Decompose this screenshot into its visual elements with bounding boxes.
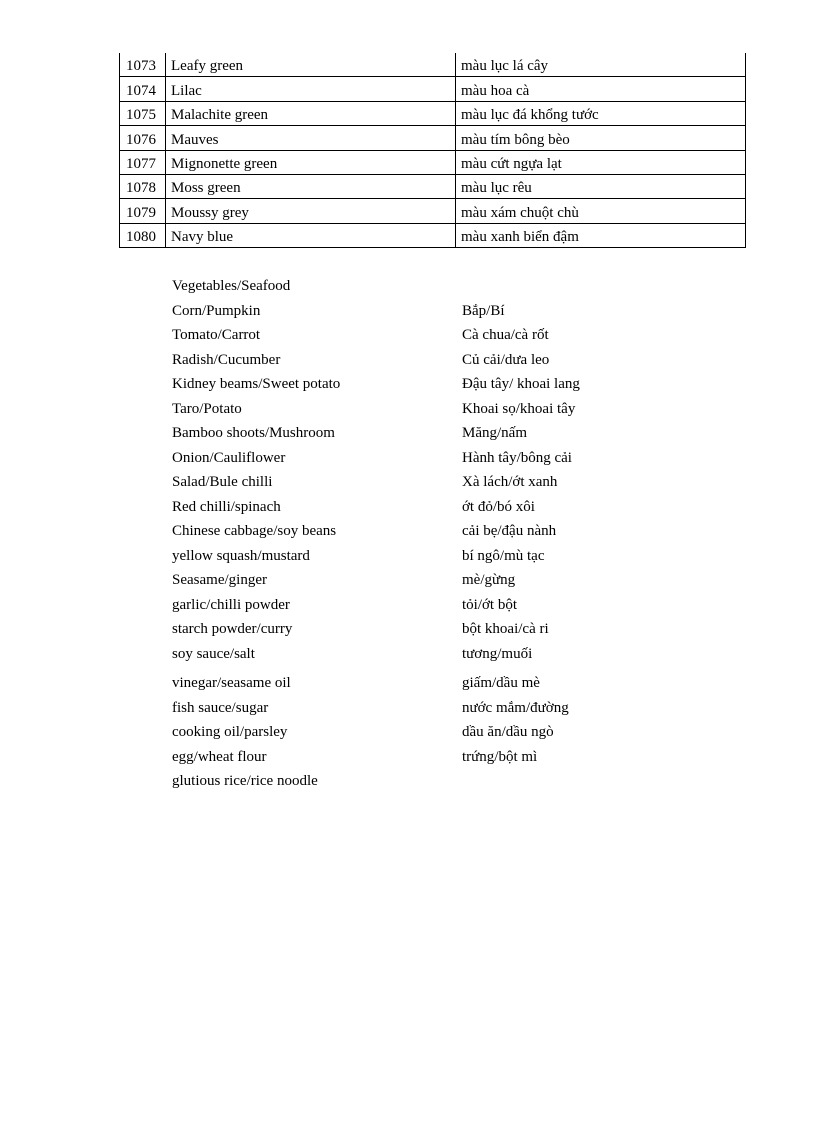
table-row [120, 199, 746, 223]
table-row [120, 174, 746, 198]
list-item [172, 643, 652, 668]
vietnamese-color-name: màu lục đá khổng tước [456, 101, 746, 125]
vietnamese-term: Củ cải/dưa leo [462, 351, 550, 368]
list-item [172, 545, 652, 570]
list-item [172, 398, 652, 423]
color-table [119, 53, 746, 248]
list-item [172, 447, 652, 472]
vietnamese-color-name: màu lục rêu [456, 174, 746, 198]
english-term: glutious rice/rice noodle [172, 773, 318, 789]
english-term: Red chilli/spinach [172, 498, 281, 515]
list-item [172, 520, 652, 545]
list-item [172, 697, 652, 722]
english-term: Seasame/ginger [172, 572, 267, 588]
table-row [120, 126, 746, 150]
english-color-name: Lilac [166, 77, 456, 101]
english-term: Bamboo shoots/Mushroom [172, 425, 335, 441]
english-term: Tomato/Carrot [172, 327, 261, 343]
vietnamese-term: Hành tây/bông cải [462, 449, 572, 466]
row-number: 1076 [120, 126, 166, 150]
english-color-name: Moss green [166, 174, 456, 198]
english-color-name: Malachite green [166, 101, 456, 125]
vietnamese-term: bột khoai/cà ri [462, 621, 549, 637]
english-color-name: Mignonette green [166, 150, 456, 174]
color-table-body [120, 53, 746, 248]
english-term: egg/wheat flour [172, 748, 267, 765]
list-item [172, 721, 652, 746]
row-number: 1074 [120, 77, 166, 101]
vietnamese-term: Khoai sọ/khoai tây [462, 400, 576, 417]
list-item [172, 770, 652, 795]
english-term: vinegar/seasame oil [172, 675, 291, 691]
table-row [120, 101, 746, 125]
list-item [172, 746, 652, 771]
table-row [120, 53, 746, 77]
section-title: Vegetables/Seafood [172, 278, 291, 294]
vietnamese-color-name: màu xanh biển đậm [456, 223, 746, 247]
english-term: garlic/chilli powder [172, 596, 290, 613]
english-term: Radish/Cucumber [172, 351, 281, 368]
list-item [172, 324, 652, 349]
vietnamese-color-name: màu cứt ngựa lạt [456, 150, 746, 174]
vietnamese-color-name: màu lục lá cây [456, 53, 746, 77]
table-row [120, 150, 746, 174]
english-term: soy sauce/salt [172, 645, 255, 662]
vietnamese-term: Xà lách/ớt xanh [462, 474, 558, 490]
list-item [172, 373, 652, 398]
vietnamese-term: nước mắm/đường [462, 699, 569, 716]
vietnamese-term: Cà chua/cà rốt [462, 327, 549, 343]
list-item [172, 594, 652, 619]
english-term: cooking oil/parsley [172, 724, 288, 740]
row-number: 1080 [120, 223, 166, 247]
vietnamese-term: dầu ăn/dầu ngò [462, 724, 554, 740]
vietnamese-term [462, 770, 652, 795]
vietnamese-term: tương/muối [462, 645, 533, 662]
vietnamese-term: Bắp/Bí [462, 302, 505, 319]
row-number: 1079 [120, 199, 166, 223]
vocabulary-list [172, 275, 652, 795]
list-item [172, 618, 652, 643]
list-item [172, 422, 652, 447]
vietnamese-term: bí ngô/mù tạc [462, 547, 545, 564]
vietnamese-color-name: màu tím bông bèo [456, 126, 746, 150]
table-row [120, 77, 746, 101]
table-row [120, 223, 746, 247]
english-color-name: Navy blue [166, 223, 456, 247]
english-term: Corn/Pumpkin [172, 302, 261, 319]
row-number: 1075 [120, 101, 166, 125]
english-color-name: Moussy grey [166, 199, 456, 223]
vietnamese-term: tỏi/ớt bột [462, 596, 518, 613]
english-term: Kidney beams/Sweet potato [172, 376, 341, 392]
list-item [172, 349, 652, 374]
english-term: starch powder/curry [172, 621, 293, 637]
vietnamese-term: ớt đỏ/bó xôi [462, 498, 535, 515]
list-item [172, 300, 652, 325]
list-item [172, 569, 652, 594]
english-term: fish sauce/sugar [172, 699, 269, 716]
english-color-name: Mauves [166, 126, 456, 150]
row-number: 1078 [120, 174, 166, 198]
vietnamese-term: cải bẹ/đậu nành [462, 523, 557, 539]
english-term: Onion/Cauliflower [172, 449, 286, 466]
vietnamese-term: giấm/dầu mè [462, 675, 540, 691]
english-color-name: Leafy green [166, 53, 456, 77]
english-term: Chinese cabbage/soy beans [172, 523, 337, 539]
english-term: yellow squash/mustard [172, 547, 310, 564]
vietnamese-color-name: màu hoa cà [456, 77, 746, 101]
english-term: Taro/Potato [172, 400, 242, 417]
vietnamese-term: trứng/bột mì [462, 748, 538, 765]
vietnamese-color-name: màu xám chuột chù [456, 199, 746, 223]
row-number: 1077 [120, 150, 166, 174]
vietnamese-term: Đậu tây/ khoai lang [462, 376, 580, 392]
list-item [172, 672, 652, 697]
list-item [172, 471, 652, 496]
vietnamese-term: Măng/nấm [462, 425, 527, 441]
row-number: 1073 [120, 53, 166, 77]
list-item [172, 496, 652, 521]
vietnamese-term: mè/gừng [462, 572, 516, 588]
english-term: Salad/Bule chilli [172, 474, 273, 490]
